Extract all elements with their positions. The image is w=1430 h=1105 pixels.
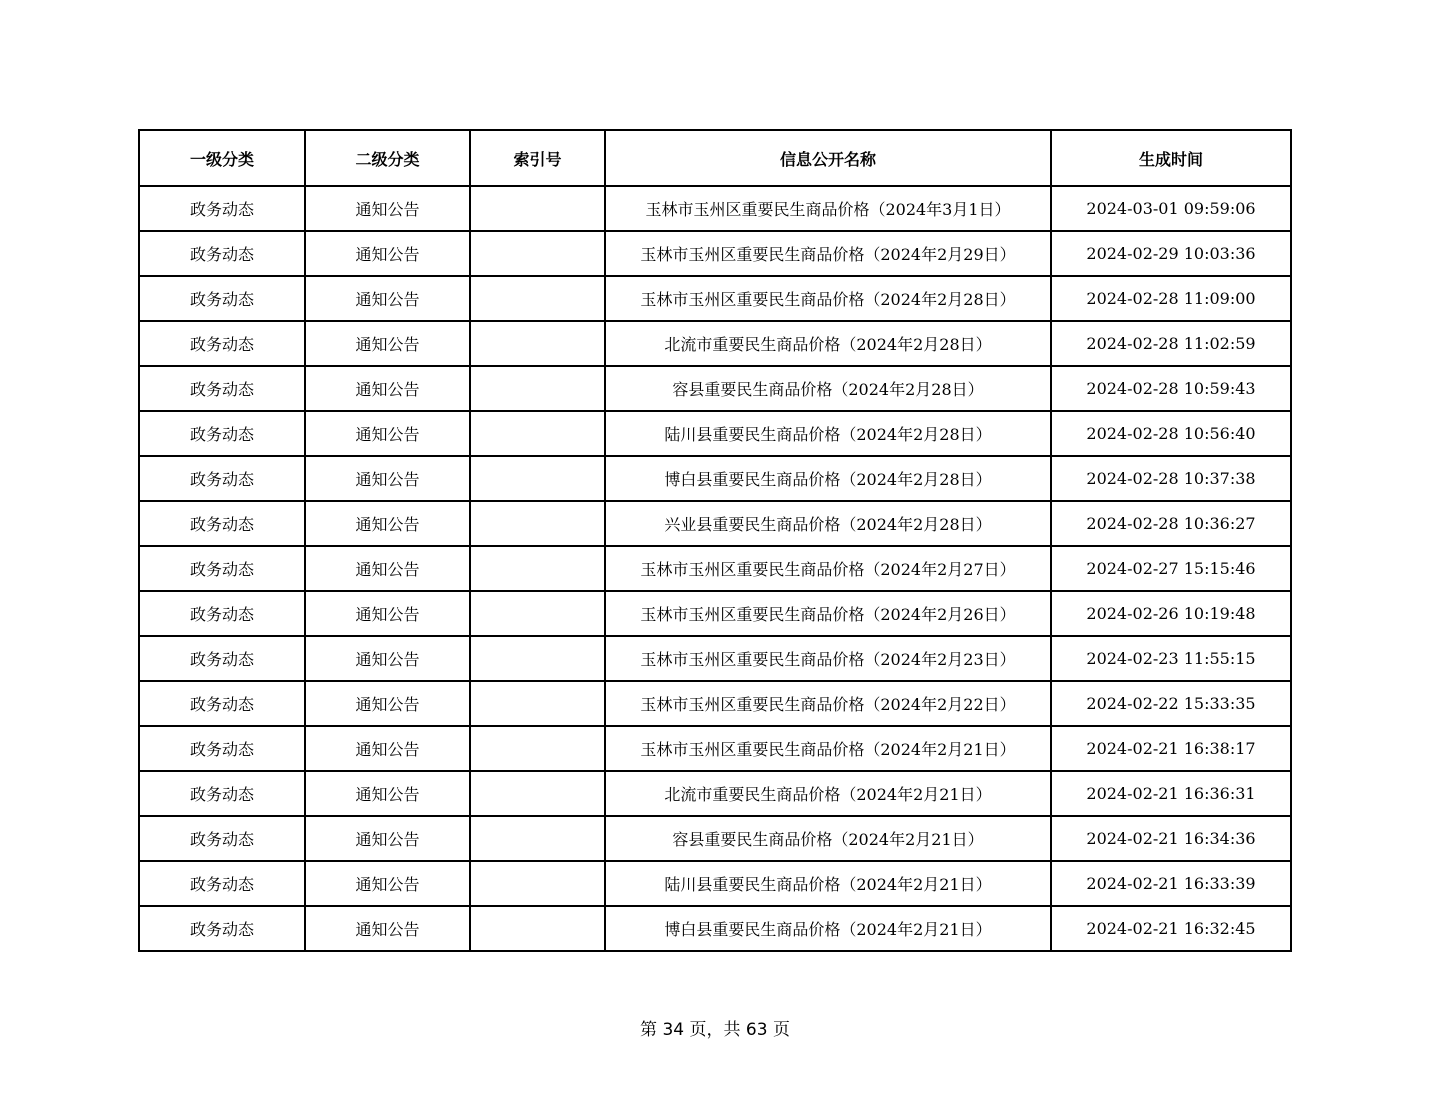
cell-category2: 通知公告	[305, 771, 470, 816]
cell-title: 北流市重要民生商品价格（2024年2月28日）	[605, 321, 1051, 366]
cell-generated-time: 2024-02-21 16:38:17	[1051, 726, 1291, 771]
cell-generated-time: 2024-02-23 11:55:15	[1051, 636, 1291, 681]
cell-generated-time: 2024-02-28 10:37:38	[1051, 456, 1291, 501]
cell-category1: 政务动态	[139, 591, 305, 636]
cell-category2: 通知公告	[305, 816, 470, 861]
cell-generated-time: 2024-02-28 10:36:27	[1051, 501, 1291, 546]
cell-index-number	[470, 546, 605, 591]
cell-title: 玉林市玉州区重要民生商品价格（2024年2月27日）	[605, 546, 1051, 591]
table-row	[139, 366, 1291, 411]
cell-generated-time: 2024-02-21 16:34:36	[1051, 816, 1291, 861]
cell-generated-time: 2024-02-21 16:32:45	[1051, 906, 1291, 951]
table-row	[139, 636, 1291, 681]
cell-index-number	[470, 321, 605, 366]
cell-title: 北流市重要民生商品价格（2024年2月21日）	[605, 771, 1051, 816]
table-row	[139, 321, 1291, 366]
header-category2: 二级分类	[305, 130, 470, 186]
cell-generated-time: 2024-02-28 10:59:43	[1051, 366, 1291, 411]
table-row	[139, 861, 1291, 906]
cell-category1: 政务动态	[139, 186, 305, 231]
cell-category1: 政务动态	[139, 501, 305, 546]
cell-generated-time: 2024-02-27 15:15:46	[1051, 546, 1291, 591]
cell-category2: 通知公告	[305, 591, 470, 636]
table-row	[139, 231, 1291, 276]
footer-prefix: 第	[640, 1020, 658, 1040]
cell-index-number	[470, 816, 605, 861]
cell-category1: 政务动态	[139, 816, 305, 861]
cell-index-number	[470, 636, 605, 681]
cell-title: 容县重要民生商品价格（2024年2月21日）	[605, 816, 1051, 861]
cell-index-number	[470, 231, 605, 276]
table-row	[139, 771, 1291, 816]
cell-category1: 政务动态	[139, 681, 305, 726]
cell-category1: 政务动态	[139, 411, 305, 456]
cell-generated-time: 2024-02-28 11:09:00	[1051, 276, 1291, 321]
cell-index-number	[470, 186, 605, 231]
table-row	[139, 591, 1291, 636]
cell-category2: 通知公告	[305, 681, 470, 726]
cell-index-number	[470, 771, 605, 816]
cell-title: 玉林市玉州区重要民生商品价格（2024年2月26日）	[605, 591, 1051, 636]
table-row	[139, 906, 1291, 951]
cell-generated-time: 2024-02-22 15:33:35	[1051, 681, 1291, 726]
cell-category1: 政务动态	[139, 366, 305, 411]
page-footer	[0, 1015, 1430, 1040]
cell-index-number	[470, 276, 605, 321]
cell-category2: 通知公告	[305, 456, 470, 501]
cell-generated-time: 2024-02-28 10:56:40	[1051, 411, 1291, 456]
cell-generated-time: 2024-03-01 09:59:06	[1051, 186, 1291, 231]
cell-category1: 政务动态	[139, 861, 305, 906]
cell-title: 陆川县重要民生商品价格（2024年2月28日）	[605, 411, 1051, 456]
cell-generated-time: 2024-02-28 11:02:59	[1051, 321, 1291, 366]
cell-category2: 通知公告	[305, 906, 470, 951]
cell-index-number	[470, 501, 605, 546]
cell-category1: 政务动态	[139, 726, 305, 771]
cell-index-number	[470, 456, 605, 501]
cell-category1: 政务动态	[139, 276, 305, 321]
table-header-row	[139, 130, 1291, 186]
cell-category2: 通知公告	[305, 546, 470, 591]
cell-category1: 政务动态	[139, 456, 305, 501]
table-row	[139, 546, 1291, 591]
cell-category2: 通知公告	[305, 276, 470, 321]
cell-index-number	[470, 861, 605, 906]
cell-category2: 通知公告	[305, 501, 470, 546]
cell-category2: 通知公告	[305, 186, 470, 231]
footer-middle: 页，共	[689, 1020, 741, 1040]
table-row	[139, 681, 1291, 726]
header-index-number: 索引号	[470, 130, 605, 186]
cell-category1: 政务动态	[139, 546, 305, 591]
cell-index-number	[470, 906, 605, 951]
table-row	[139, 501, 1291, 546]
cell-category1: 政务动态	[139, 771, 305, 816]
cell-generated-time: 2024-02-21 16:33:39	[1051, 861, 1291, 906]
cell-title: 兴业县重要民生商品价格（2024年2月28日）	[605, 501, 1051, 546]
cell-title: 玉林市玉州区重要民生商品价格（2024年3月1日）	[605, 186, 1051, 231]
cell-generated-time: 2024-02-21 16:36:31	[1051, 771, 1291, 816]
cell-category2: 通知公告	[305, 726, 470, 771]
cell-index-number	[470, 411, 605, 456]
header-generated-time: 生成时间	[1051, 130, 1291, 186]
table-row	[139, 816, 1291, 861]
cell-category2: 通知公告	[305, 411, 470, 456]
cell-title: 博白县重要民生商品价格（2024年2月21日）	[605, 906, 1051, 951]
table-row	[139, 726, 1291, 771]
cell-title: 玉林市玉州区重要民生商品价格（2024年2月21日）	[605, 726, 1051, 771]
table-row	[139, 411, 1291, 456]
cell-category2: 通知公告	[305, 321, 470, 366]
cell-title: 陆川县重要民生商品价格（2024年2月21日）	[605, 861, 1051, 906]
table-row	[139, 276, 1291, 321]
cell-category2: 通知公告	[305, 231, 470, 276]
header-category1: 一级分类	[139, 130, 305, 186]
cell-generated-time: 2024-02-26 10:19:48	[1051, 591, 1291, 636]
cell-category1: 政务动态	[139, 636, 305, 681]
cell-category1: 政务动态	[139, 321, 305, 366]
cell-title: 玉林市玉州区重要民生商品价格（2024年2月23日）	[605, 636, 1051, 681]
cell-category1: 政务动态	[139, 906, 305, 951]
cell-category2: 通知公告	[305, 636, 470, 681]
total-pages-number: 63	[745, 1020, 768, 1040]
cell-category2: 通知公告	[305, 366, 470, 411]
cell-title: 玉林市玉州区重要民生商品价格（2024年2月29日）	[605, 231, 1051, 276]
cell-index-number	[470, 591, 605, 636]
info-disclosure-table	[138, 129, 1292, 952]
table-body	[139, 186, 1291, 951]
cell-index-number	[470, 726, 605, 771]
cell-title: 玉林市玉州区重要民生商品价格（2024年2月22日）	[605, 681, 1051, 726]
cell-index-number	[470, 681, 605, 726]
table-row	[139, 186, 1291, 231]
cell-category2: 通知公告	[305, 861, 470, 906]
current-page-number: 34	[662, 1020, 685, 1040]
cell-title: 容县重要民生商品价格（2024年2月28日）	[605, 366, 1051, 411]
cell-index-number	[470, 366, 605, 411]
table-row	[139, 456, 1291, 501]
cell-generated-time: 2024-02-29 10:03:36	[1051, 231, 1291, 276]
cell-title: 玉林市玉州区重要民生商品价格（2024年2月28日）	[605, 276, 1051, 321]
footer-suffix: 页	[772, 1020, 790, 1040]
header-title: 信息公开名称	[605, 130, 1051, 186]
cell-category1: 政务动态	[139, 231, 305, 276]
cell-title: 博白县重要民生商品价格（2024年2月28日）	[605, 456, 1051, 501]
